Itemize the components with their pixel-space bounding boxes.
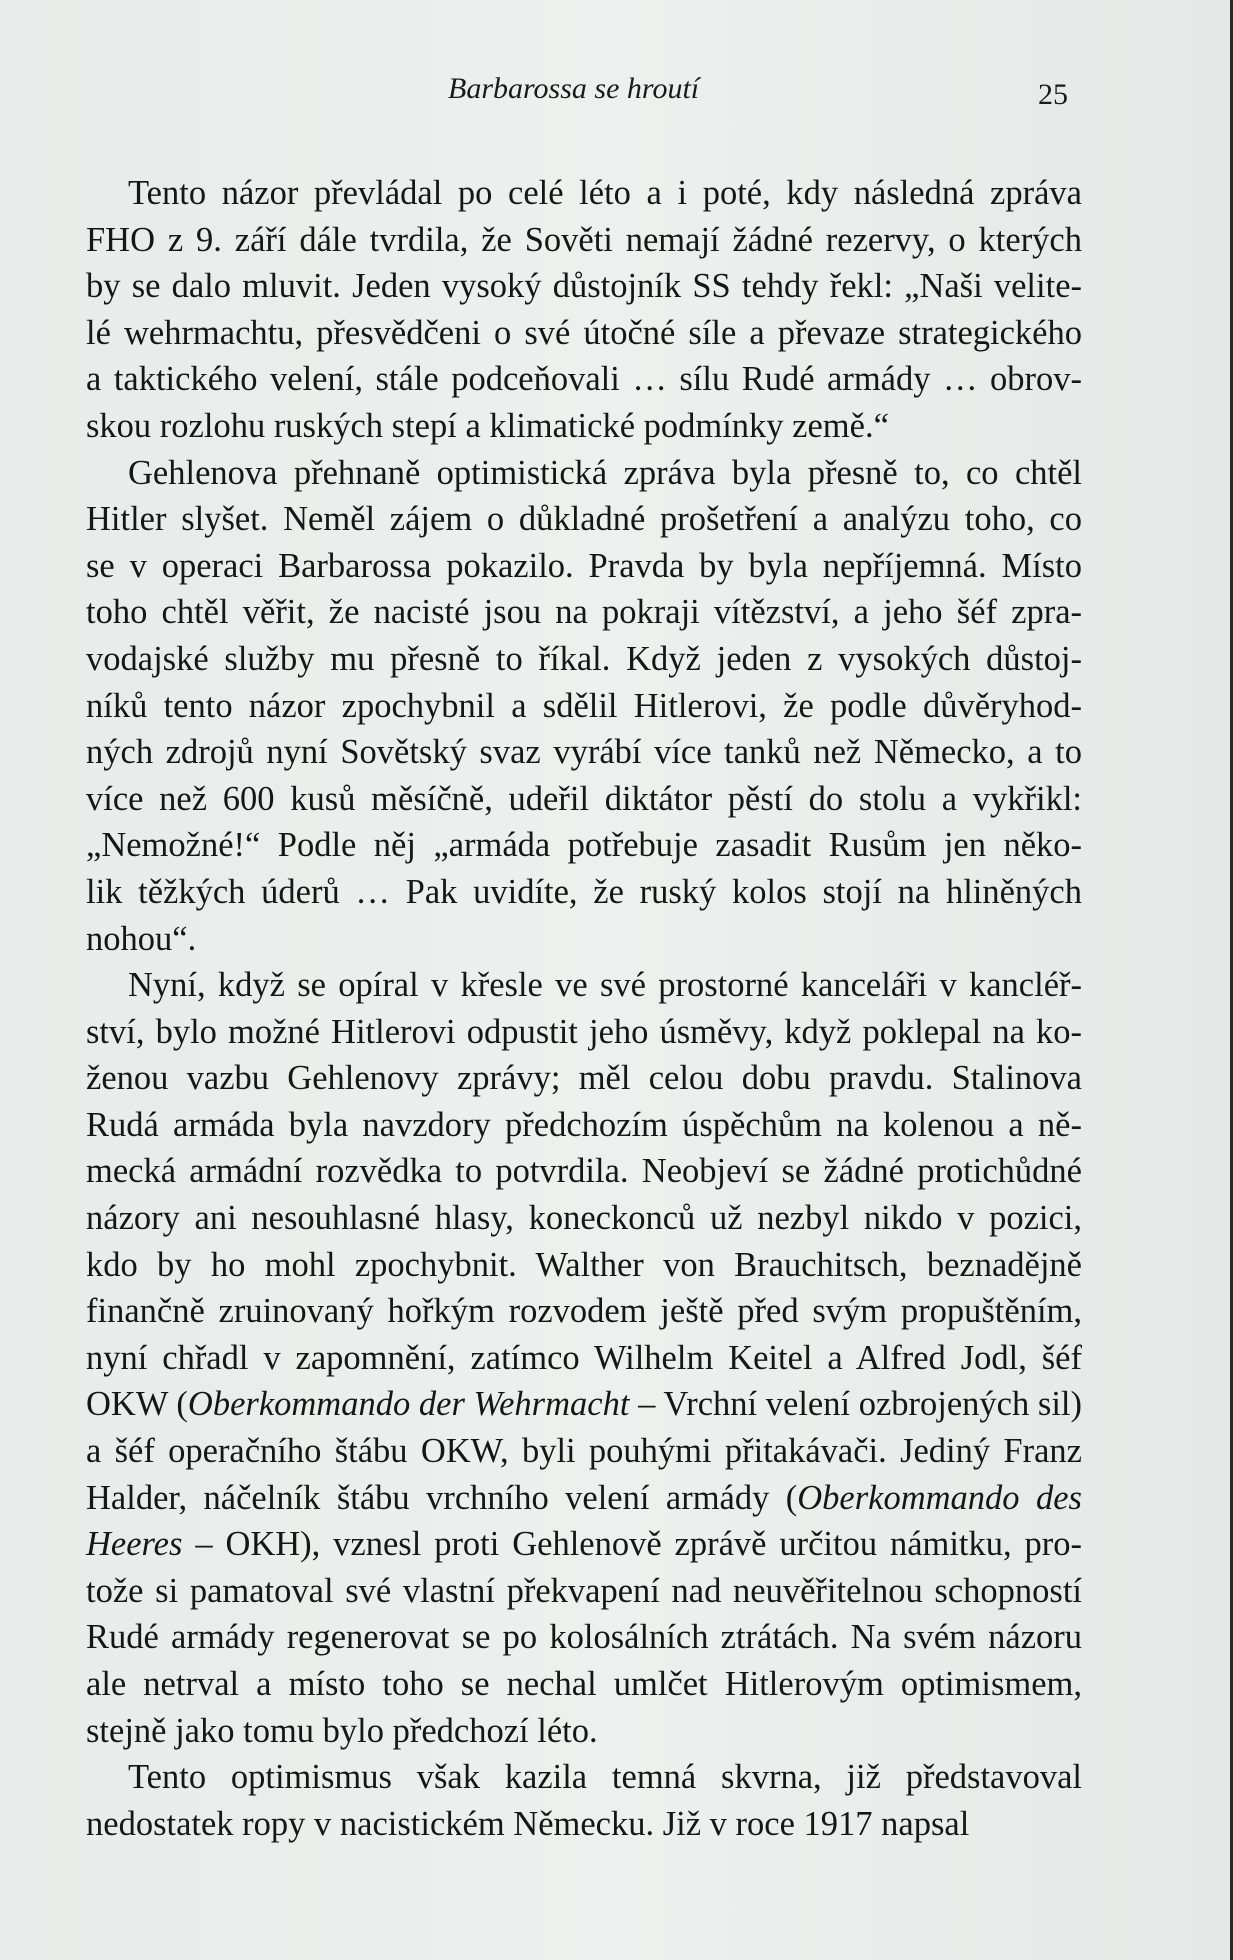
text-line: skou rozlohu ruských stepí a klimatické podmínky země.“ (86, 406, 889, 445)
text-segment: OKW ( (86, 1385, 188, 1424)
text-line: Gehlenova přehnaně optimistická zpráva byla přesně to, co chtěl (128, 453, 1082, 492)
text-line: a šéf operačního štábu OKW, byli pouhými přitakávači. Jediný Franz (86, 1432, 1082, 1471)
text-line: názory ani nesouhlasné hlasy, koneckonců už nezbyl nikdo v pozici, (86, 1199, 1082, 1238)
paragraph (86, 962, 1082, 1754)
text-line: tože si pamatoval své vlastní překvapení nad neuvěřitelnou schopností (86, 1571, 1082, 1610)
text-line: toho chtěl věřit, že nacisté jsou na pokraji vítězství, a jeho šéf zpra- (86, 593, 1082, 632)
text-line: stejně jako tomu bylo předchozí léto. (86, 1711, 598, 1750)
text-segment: – Vrchní velení ozbrojených sil) (629, 1385, 1082, 1424)
text-line (86, 1521, 1082, 1568)
running-title: Barbarossa se hroutí (448, 72, 700, 105)
italic-term: Oberkommando des (797, 1478, 1082, 1517)
text-line: Hitler slyšet. Neměl zájem o důkladné prošetření a analýzu toho, co (86, 500, 1082, 539)
text-line: a taktického velení, stále podceňovali … sílu Rudé armády … obrov- (86, 360, 1082, 399)
text-line: lik těžkých úderů … Pak uvidíte, že ruský kolos stojí na hliněných (86, 872, 1082, 911)
text-line: kdo by ho mohl zpochybnit. Walther von Brauchitsch, beznadějně (86, 1245, 1082, 1284)
text-segment: – OKH), vznesl proti Gehlenově zprávě určitou námitku, pro- (182, 1525, 1082, 1564)
italic-term: Oberkommando der Wehrmacht (187, 1385, 630, 1424)
paragraph (86, 170, 1082, 450)
text-line: Tento názor převládal po celé léto a i poté, kdy následná zpráva (128, 174, 1082, 212)
text-line: níků tento názor zpochybnil a sdělil Hitlerovi, že podle důvěryhod- (86, 686, 1082, 725)
text-line: ných zdrojů nyní Sovětský svaz vyrábí více tanků než Německo, a to (86, 733, 1082, 772)
text-line: Rudé armády regenerovat se po kolosálních ztrátách. Na svém názoru (86, 1618, 1082, 1657)
text-line: FHO z 9. září dále tvrdila, že Sověti nemají žádné rezervy, o kterých (86, 220, 1082, 259)
text-line: Rudá armáda byla navzdory předchozím úspěchům na kolenou a ně- (86, 1105, 1082, 1144)
text-line (86, 1475, 1082, 1522)
text-line: „Nemožné!“ Podle něj „armáda potřebuje zasadit Rusům jen něko- (86, 826, 1082, 865)
paragraph (86, 1754, 1082, 1847)
text-line: mecká armádní rozvědka to potvrdila. Neobjeví se žádné protichůdné (86, 1152, 1082, 1191)
page-header (0, 72, 1233, 122)
italic-term: Heeres (86, 1525, 183, 1564)
text-line: více než 600 kusů měsíčně, udeřil diktátor pěstí do stolu a vykřikl: (86, 779, 1082, 818)
text-line: ale netrval a místo toho se nechal umlčet Hitlerovým optimismem, (86, 1665, 1082, 1703)
text-line: finančně zruinovaný hořkým rozvodem ještě před svým propuštěním, (86, 1292, 1082, 1331)
text-line: by se dalo mluvit. Jeden vysoký důstojník SS tehdy řekl: „Naši velite- (86, 267, 1082, 306)
text-line: ství, bylo možné Hitlerovi odpustit jeho úsměvy, když poklepal na ko- (86, 1012, 1082, 1051)
text-line: nedostatek ropy v nacistickém Německu. Již v roce 1917 napsal (86, 1804, 970, 1843)
text-line: se v operaci Barbarossa pokazilo. Pravda by byla nepříjemná. Místo (86, 546, 1082, 585)
text-line: nohou“. (86, 919, 197, 958)
text-line: lé wehrmachtu, přesvědčeni o své útočné síle a převaze strategického (86, 313, 1082, 352)
text-line: Tento optimismus však kazila temná skvrna, již představoval (128, 1758, 1082, 1797)
text-line: ženou vazbu Gehlenovy zprávy; měl celou dobu pravdu. Stalinova (86, 1059, 1082, 1098)
text-line: Nyní, když se opíral v křesle ve své prostorné kanceláři v kancléř- (128, 966, 1082, 1005)
body-text (86, 170, 1082, 1847)
text-line: vodajské služby mu přesně to říkal. Když jeden z vysokých důstoj- (86, 639, 1082, 678)
text-line (86, 1381, 1082, 1428)
text-segment: Halder, náčelník štábu vrchního velení armády ( (86, 1478, 798, 1517)
text-line: nyní chřadl v zapomnění, zatímco Wilhelm Keitel a Alfred Jodl, šéf (86, 1338, 1082, 1377)
paragraph (86, 450, 1082, 963)
page-number: 25 (1038, 78, 1068, 111)
